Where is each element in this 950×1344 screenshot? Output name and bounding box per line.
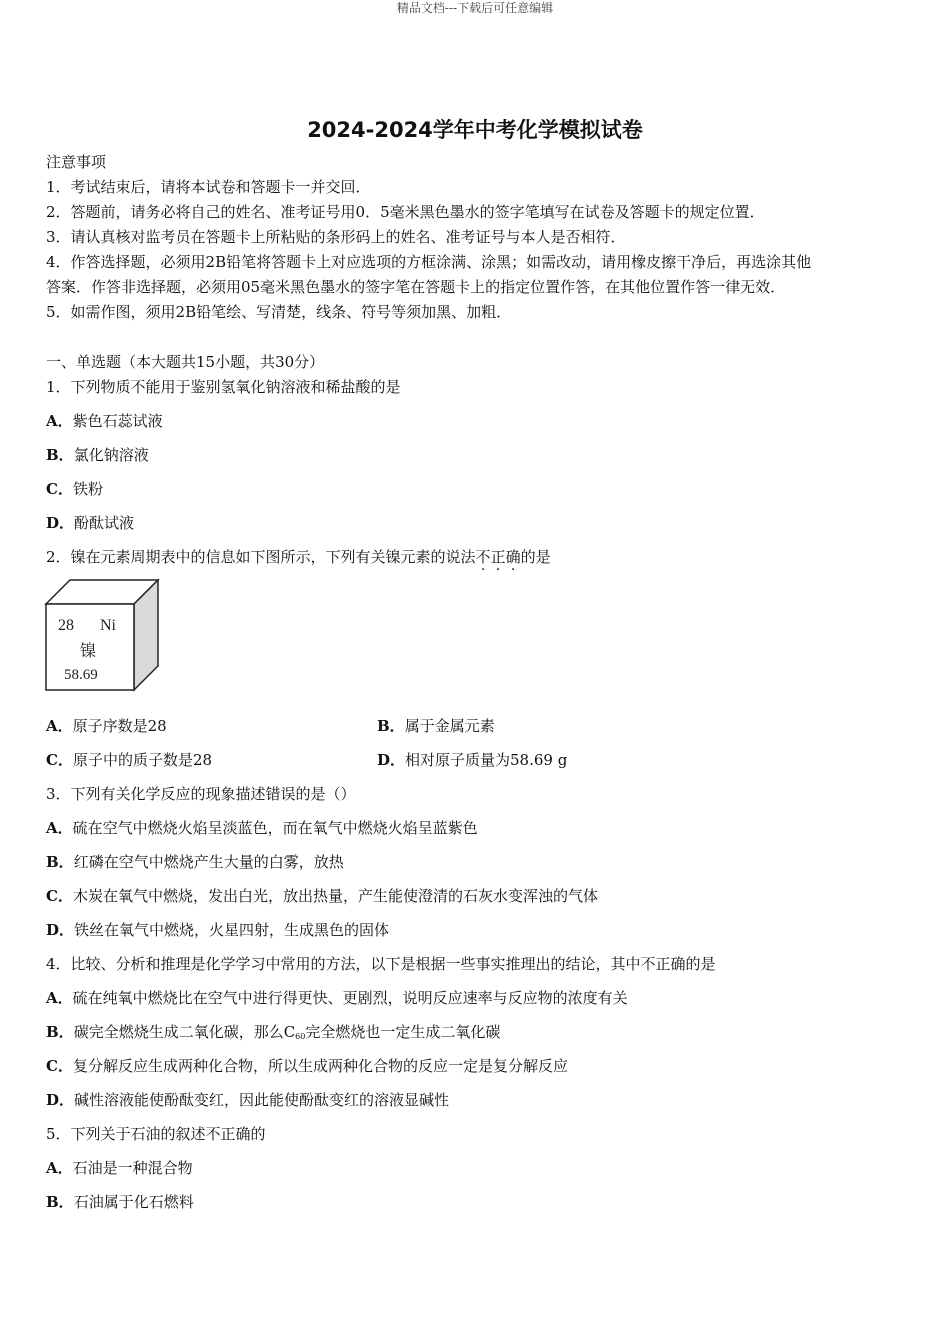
option-label: A． bbox=[46, 989, 73, 1007]
option-text: 石油是一种混合物 bbox=[72, 1159, 193, 1177]
option-text: 原子中的质子数是28 bbox=[72, 751, 213, 769]
q4-option-b bbox=[46, 1021, 500, 1042]
q2-option-b bbox=[377, 715, 495, 736]
option-text: 铁粉 bbox=[72, 480, 103, 498]
q2-option-c bbox=[46, 749, 212, 770]
option-text: 木炭在氧气中燃烧，发出白光，放出热量，产生能使澄清的石灰水变浑浊的气体 bbox=[72, 887, 598, 905]
header-note: 精品文档---下载后可任意编辑 bbox=[396, 1, 554, 15]
option-label: C． bbox=[46, 480, 73, 498]
notice-item-5: 5．如需作图，须用2B铅笔绘、写清楚，线条、符号等须加黑、加粗． bbox=[46, 303, 512, 321]
emphasis-char: 正 bbox=[490, 548, 506, 566]
element-cube bbox=[44, 578, 162, 694]
option-text: 完全燃烧也一定生成二氧化碳 bbox=[305, 1023, 501, 1041]
stem-text: 2．镍在元素周期表中的信息如下图所示，下列有关镍元素的说法 bbox=[46, 548, 476, 566]
q4-option-d bbox=[46, 1089, 449, 1110]
element-symbol: Ni bbox=[100, 617, 116, 634]
option-label: C． bbox=[46, 1057, 73, 1075]
option-text: 原子序数是28 bbox=[72, 717, 167, 735]
option-text: 氯化钠溶液 bbox=[73, 446, 149, 464]
option-label: D． bbox=[377, 751, 406, 769]
emphasis-char: 确 bbox=[505, 548, 521, 566]
option-label: B． bbox=[377, 717, 405, 735]
q3-option-b bbox=[46, 851, 344, 872]
q3-option-a bbox=[46, 817, 478, 838]
atomic-number: 28 bbox=[58, 617, 74, 634]
option-label: D． bbox=[46, 921, 75, 939]
q4-option-c bbox=[46, 1055, 568, 1076]
question-2-stem bbox=[46, 546, 551, 567]
question-1-stem: 1．下列物质不能用于鉴别氢氧化钠溶液和稀盐酸的是 bbox=[46, 378, 401, 396]
q1-option-c bbox=[46, 478, 103, 499]
notice-item-4: 4．作答选择题，必须用2B铅笔将答题卡上对应选项的方框涂满、涂黑；如需改动，请用橡皮擦干净后，再选涂其他 bbox=[46, 253, 812, 271]
option-label: B． bbox=[46, 446, 74, 464]
question-4-stem: 4．比较、分析和推理是化学学习中常用的方法，以下是根据一些事实推理出的结论，其中不正确的是 bbox=[46, 955, 716, 973]
q2-option-a bbox=[46, 715, 167, 736]
q5-option-b bbox=[46, 1191, 194, 1212]
q3-option-d bbox=[46, 919, 389, 940]
option-label: D． bbox=[46, 1091, 75, 1109]
option-label: C． bbox=[46, 751, 73, 769]
notice-item-1: 1．考试结束后，请将本试卷和答题卡一并交回． bbox=[46, 178, 371, 196]
option-label: B． bbox=[46, 1023, 74, 1041]
notice-heading: 注意事项 bbox=[46, 153, 107, 171]
option-text: 碱性溶液能使酚酞变红，因此能使酚酞变红的溶液显碱性 bbox=[74, 1091, 450, 1109]
option-text: 属于金属元素 bbox=[404, 717, 495, 735]
option-text: 复分解反应生成两种化合物，所以生成两种化合物的反应一定是复分解反应 bbox=[72, 1057, 568, 1075]
option-label: A． bbox=[46, 412, 73, 430]
option-label: C． bbox=[46, 887, 73, 905]
notice-item-2: 2．答题前，请务必将自己的姓名、准考证号用0．5毫米黑色墨水的签字笔填写在试卷及答题卡的规定位置． bbox=[46, 203, 765, 221]
section-heading: 一、单选题（本大题共15小题，共30分） bbox=[46, 353, 325, 371]
q1-option-b bbox=[46, 444, 149, 465]
stem-text: 的是 bbox=[520, 548, 551, 566]
option-text: 相对原子质量为58.69 g bbox=[405, 751, 568, 769]
option-label: D． bbox=[46, 514, 75, 532]
question-3-stem: 3．下列有关化学反应的现象描述错误的是（） bbox=[46, 785, 356, 803]
option-text: 红磷在空气中燃烧产生大量的白雾，放热 bbox=[73, 853, 344, 871]
option-text: 紫色石蕊试液 bbox=[72, 412, 163, 430]
element-name: 镍 bbox=[80, 643, 97, 660]
q4-option-a bbox=[46, 987, 628, 1008]
notice-item-4-cont: 答案．作答非选择题，必须用05毫米黑色墨水的签字笔在答题卡上的指定位置作答，在其他位置作答一律无效． bbox=[46, 278, 786, 296]
subscript: 60 bbox=[295, 1032, 306, 1041]
option-text: 硫在纯氧中燃烧比在空气中进行得更快、更剧烈，说明反应速率与反应物的浓度有关 bbox=[72, 989, 628, 1007]
option-text: 酚酞试液 bbox=[74, 514, 135, 532]
option-label: A． bbox=[46, 717, 73, 735]
q2-option-d bbox=[377, 749, 567, 770]
page-title: 2024-2024学年中考化学模拟试卷 bbox=[307, 118, 643, 142]
question-5-stem: 5．下列关于石油的叙述不正确的 bbox=[46, 1125, 266, 1143]
option-text: 铁丝在氧气中燃烧，火星四射，生成黑色的固体 bbox=[74, 921, 390, 939]
option-label: A． bbox=[46, 1159, 73, 1177]
q1-option-d bbox=[46, 512, 134, 533]
option-label: B． bbox=[46, 853, 74, 871]
q1-option-a bbox=[46, 410, 163, 431]
option-text: 碳完全燃烧生成二氧化碳，那么C bbox=[73, 1023, 296, 1041]
option-label: B． bbox=[46, 1193, 74, 1211]
option-text: 硫在空气中燃烧火焰呈淡蓝色，而在氧气中燃烧火焰呈蓝紫色 bbox=[72, 819, 478, 837]
element-cell-diagram bbox=[44, 578, 162, 698]
option-text: 石油属于化石燃料 bbox=[73, 1193, 194, 1211]
emphasis-char: 不 bbox=[475, 548, 491, 566]
notice-item-3: 3．请认真核对监考员在答题卡上所粘贴的条形码上的姓名、准考证号与本人是否相符． bbox=[46, 228, 626, 246]
atomic-mass: 58.69 bbox=[64, 667, 98, 683]
q3-option-c bbox=[46, 885, 598, 906]
q5-option-a bbox=[46, 1157, 193, 1178]
option-label: A． bbox=[46, 819, 73, 837]
